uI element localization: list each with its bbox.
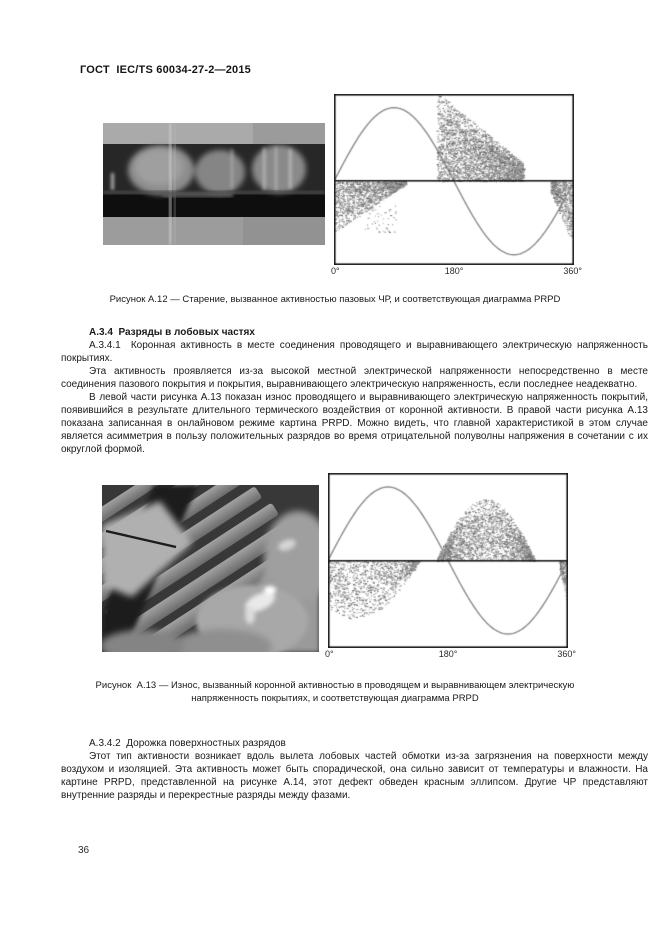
axis-tick-0: 0°: [325, 649, 334, 659]
slot-bar-aging-photo: [103, 123, 325, 245]
axis-tick-180: 180°: [444, 266, 464, 276]
section-a34-block: [61, 326, 648, 456]
end-winding-corona-photo: [102, 485, 319, 652]
paragraph-a342-1: Этот тип активности возникает вдоль вылета лобовых частей обмотки из-за загрязнения на поверхности между воздухом и изоляцией. Эта активность может быть спорадической, она сильно зависит от температуры и влажности. На картине PRPD, представленной на рисунке А.14, этот дефект обведен красным эллипсом. Другие ЧР представляют внутренние разряды и перекрестные разряды между фазами.: [61, 751, 648, 801]
document-header: ГОСТ IEC/TS 60034-27-2—2015: [80, 64, 251, 76]
figure-a13-caption: Рисунок А.13 — Износ, вызванный коронной активностью в проводящем и выравнивающем электрическую напряженность покрытиях, и соответствующая диаграмма PRPD: [95, 680, 575, 704]
figure-a12-caption: Рисунок А.12 — Старение, вызванное активностью пазовых ЧР, и соответствующая диаграмма PRPD: [109, 294, 561, 305]
axis-tick-360: 360°: [563, 266, 582, 276]
prpd-a13-axis: [325, 648, 576, 661]
prpd-a12-axis: [331, 265, 582, 278]
paragraph-a341-3: В левой части рисунка А.13 показан износ проводящего и выравнивающего электрическую напряженность покрытий, появившийся в результате длительного термического воздействия от коронной активности. В правой части рисунка А.13 показана записанная в онлайновом режиме картина PRPD. Можно видеть, что главной характеристикой в этом случае является асимметрия в пользу положительных разрядов во время отрицательной полуволны напряжения в сочетании с их округлой формой.: [61, 392, 648, 455]
prpd-diagram-a12: [331, 94, 582, 278]
prpd-diagram-a13: [325, 473, 576, 661]
section-a342-title: А.3.4.2 Дорожка поверхностных разрядов: [89, 738, 286, 749]
axis-tick-360: 360°: [557, 649, 576, 659]
axis-tick-0: 0°: [331, 266, 340, 276]
section-a34-title: А.3.4 Разряды в лобовых частях: [89, 327, 255, 338]
page-number: 36: [78, 845, 90, 856]
paragraph-a341-2: Эта активность проявляется из-за высокой местной электрической напряженности непосредственно в месте соединения пазового покрытия и покрытия, выравнивающего электрическую напряженность, если последнее неадекватно.: [61, 366, 648, 390]
axis-tick-180: 180°: [438, 649, 458, 659]
section-a342-block: [61, 737, 648, 802]
prpd-canvas-a12: [334, 94, 574, 265]
prpd-canvas-a13: [328, 473, 568, 648]
paragraph-a341-1: А.3.4.1 Коронная активность в месте соединения проводящего и выравнивающего электрическую напряженность покрытиях.: [61, 340, 648, 364]
